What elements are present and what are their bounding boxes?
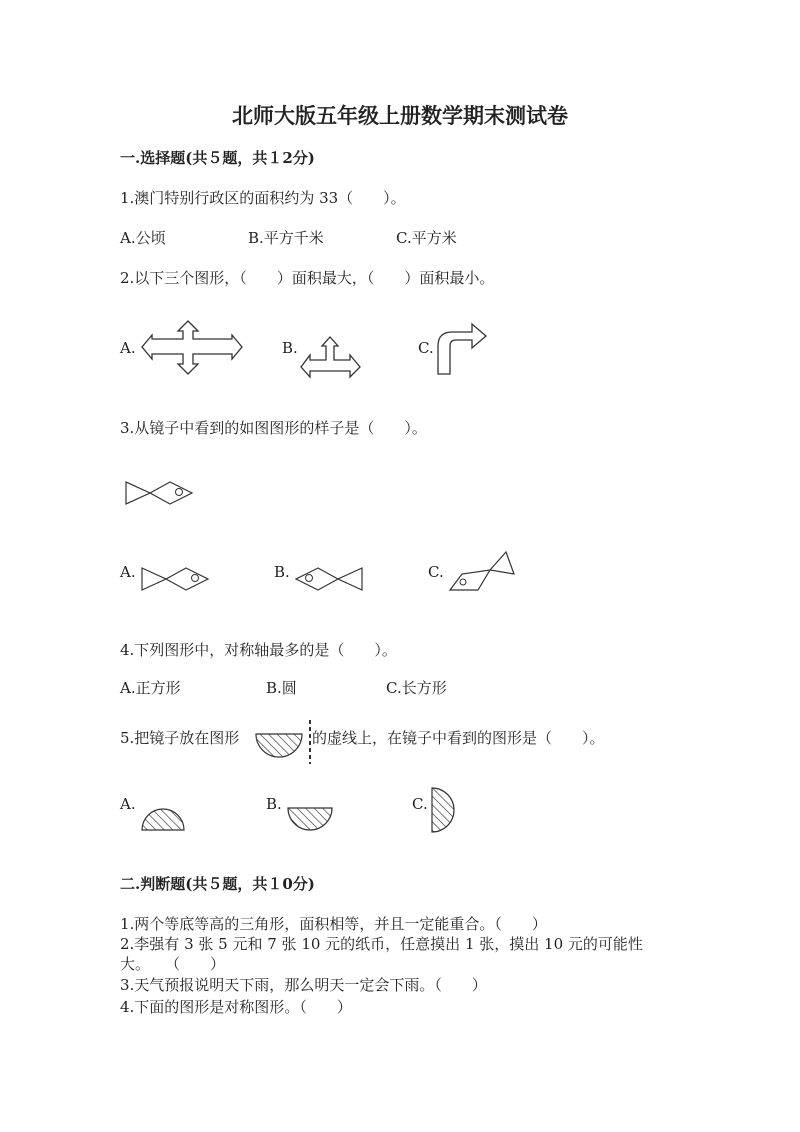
q4-option-b[interactable]: B.圆 xyxy=(266,679,297,697)
q1-option-a[interactable]: A.公顷 xyxy=(120,229,166,247)
judgement-question-3: 3.天气预报说明天下雨，那么明天一定会下雨。（ ） xyxy=(120,976,487,994)
q5-label-c[interactable]: C. xyxy=(412,795,428,813)
q3-label-c[interactable]: C. xyxy=(428,563,444,581)
question-4: 4.下列图形中，对称轴最多的是（ ）。 xyxy=(120,641,397,659)
judgement-question-2-line1: 2.李强有 3 张 5 元和 7 张 10 元的纸币，任意摸出 1 张，摸出 10 元的可能性 xyxy=(120,935,643,953)
question-5-part2: 的虚线上，在镜子中看到的图形是（ ）。 xyxy=(312,729,605,747)
q2-label-c[interactable]: C. xyxy=(418,339,434,357)
q5-label-b[interactable]: B. xyxy=(266,795,282,813)
judgement-question-1: 1.两个等底等高的三角形，面积相等，并且一定能重合。（ ） xyxy=(120,915,547,933)
section-heading-choice: 一.选择题(共５题，共１2分) xyxy=(120,149,315,167)
q4-option-a[interactable]: A.正方形 xyxy=(120,679,181,697)
hatched-half-circle-figure xyxy=(252,718,314,764)
fish-figure xyxy=(124,480,194,506)
q4-option-c[interactable]: C.长方形 xyxy=(386,679,447,697)
fish-option-c-icon xyxy=(448,550,518,596)
question-5-part1: 5.把镜子放在图形 xyxy=(120,729,240,747)
q5-label-a[interactable]: A. xyxy=(120,795,136,813)
fish-option-b-icon xyxy=(294,566,364,592)
question-1: 1.澳门特别行政区的面积约为 33（ ）。 xyxy=(120,189,406,207)
bent-arrow-figure xyxy=(436,320,488,376)
judgement-question-4: 4.下面的图形是对称图形。（ ） xyxy=(120,998,352,1016)
section-heading-judgement: 二.判断题(共５题，共１0分) xyxy=(120,875,315,893)
four-arrow-cross-figure xyxy=(140,320,244,376)
question-3: 3.从镜子中看到的如图图形的样子是（ ）。 xyxy=(120,419,427,437)
q1-option-b[interactable]: B.平方千米 xyxy=(248,229,324,247)
q1-option-c[interactable]: C.平方米 xyxy=(396,229,457,247)
half-circle-option-a-icon xyxy=(140,806,186,832)
q2-label-b[interactable]: B. xyxy=(282,339,298,357)
q3-label-b[interactable]: B. xyxy=(274,563,290,581)
half-circle-option-c-icon xyxy=(430,786,456,834)
page-title: 北师大版五年级上册数学期末测试卷 xyxy=(232,103,568,128)
judgement-question-2-line2: 大。 （ ） xyxy=(120,955,226,973)
fish-option-a-icon xyxy=(140,566,210,592)
q3-label-a[interactable]: A. xyxy=(120,563,136,581)
three-arrow-figure xyxy=(300,336,362,378)
half-circle-option-b-icon xyxy=(286,806,334,832)
q2-label-a[interactable]: A. xyxy=(120,339,136,357)
question-2: 2.以下三个图形，（ ）面积最大，（ ）面积最小。 xyxy=(120,269,495,287)
